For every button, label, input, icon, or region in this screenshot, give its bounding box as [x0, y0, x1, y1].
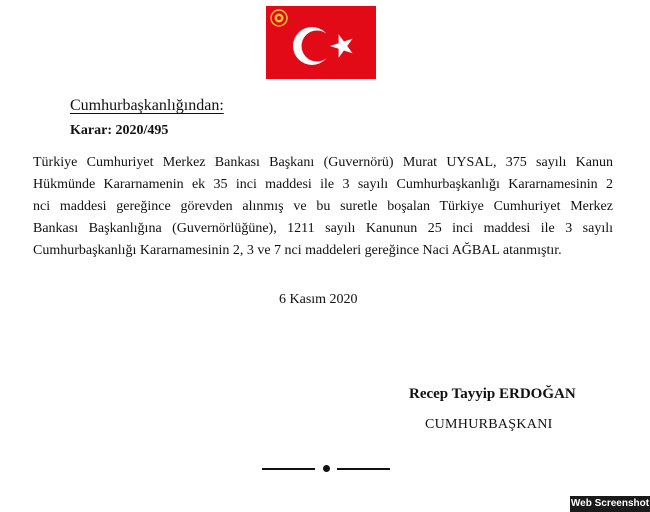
decree-line: Bankası Başkanlığına (Guvernörlüğüne), 1211 sayılı Kanunun 25 inci maddesi ile 3 sayılı [33, 221, 613, 236]
issuing-authority-heading: Cumhurbaşkanlığından: [70, 97, 224, 114]
divider-dot [323, 465, 330, 472]
decree-line: nci maddesi gereğince görevden alınmış ve bu suretle boşalan Türkiye Cumhuriyet Merkez [33, 199, 613, 214]
line-dot-line-divider-icon [262, 462, 392, 474]
signatory-title: CUMHURBAŞKANI [425, 417, 553, 432]
decree-line: Türkiye Cumhuriyet Merkez Bankası Başkanı (Guvernörü) Murat UYSAL, 375 sayılı Kanun [33, 155, 613, 170]
divider-line-left [262, 468, 315, 470]
decision-number: Karar: 2020/495 [70, 123, 169, 138]
decree-date: 6 Kasım 2020 [279, 292, 358, 307]
decree-body [33, 152, 613, 262]
divider-line-right [337, 468, 390, 470]
decree-line: Hükmünde Kararnamenin ek 35 inci maddesi ile 3 sayılı Cumhurbaşkanlığı Kararnamesinin 2 [33, 177, 613, 192]
presidential-seal-icon [270, 9, 288, 27]
web-screenshot-watermark: Web Screenshot [570, 496, 650, 512]
decree-line: Cumhurbaşkanlığı Kararnamesinin 2, 3 ve 7 nci maddeleri gereğince Naci AĞBAL atanmıştır. [33, 243, 562, 258]
signatory-name: Recep Tayyip ERDOĞAN [409, 386, 576, 402]
